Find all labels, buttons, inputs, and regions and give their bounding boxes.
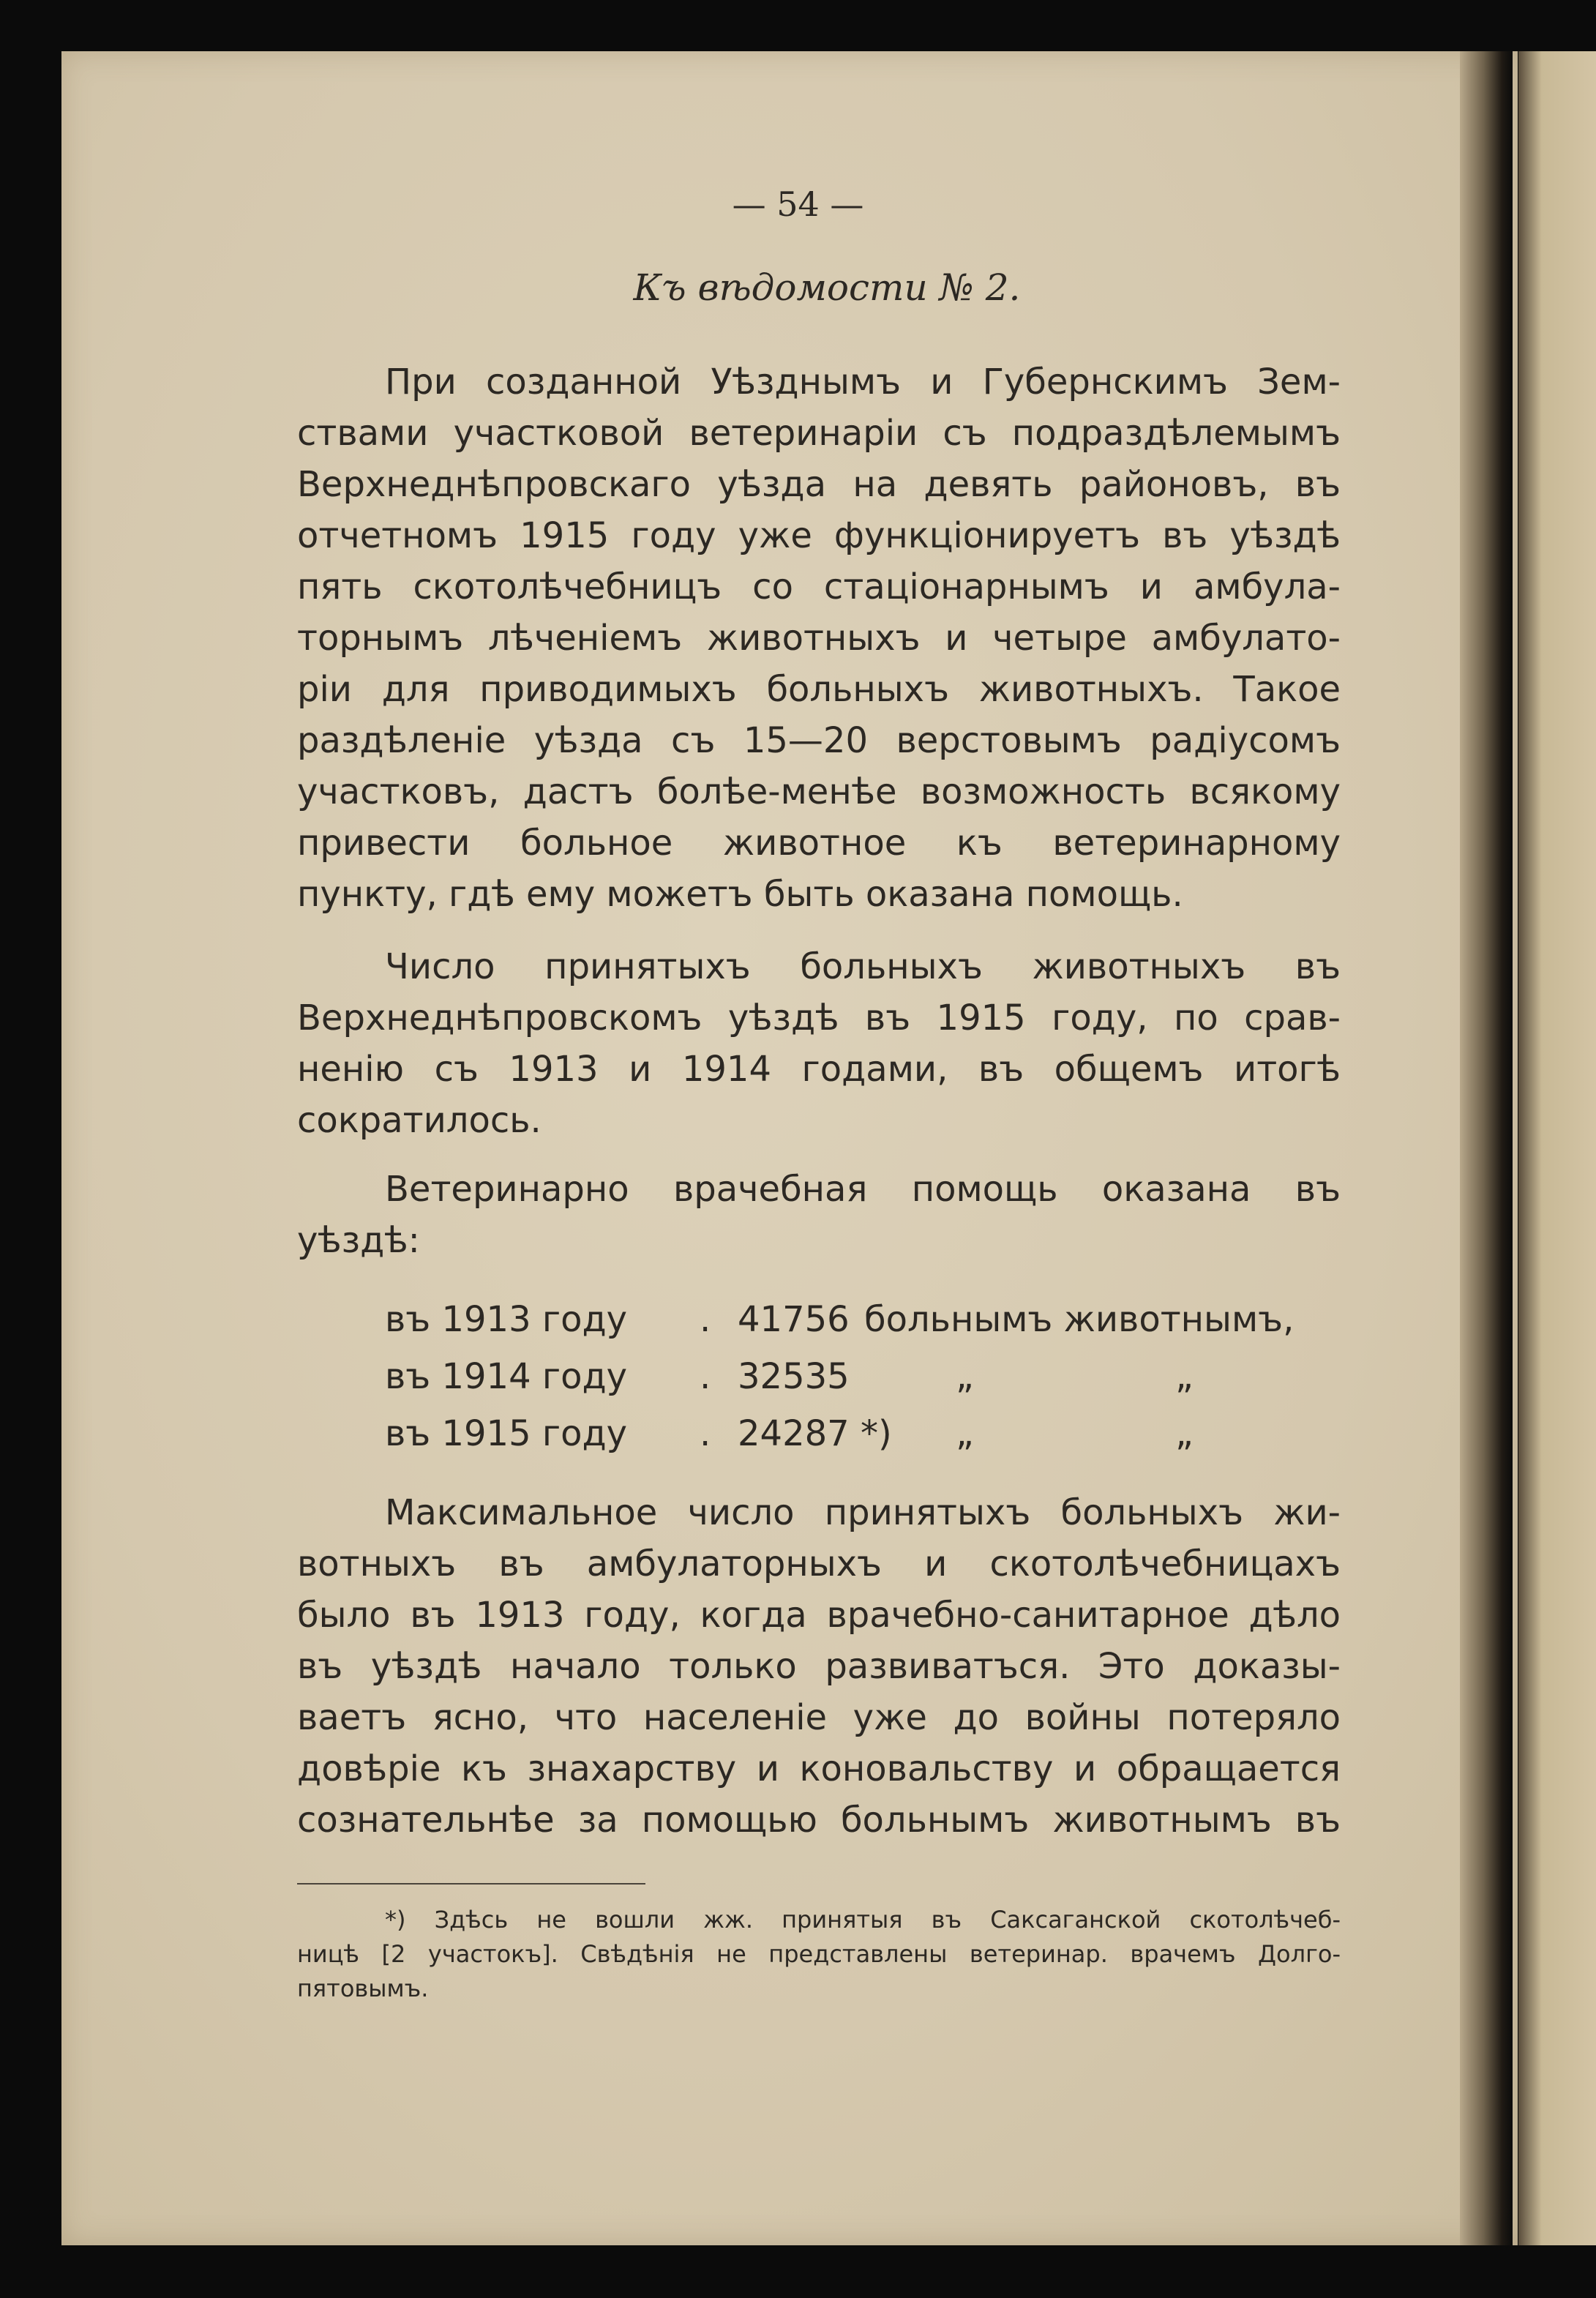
text-line: раздѣленіе уѣзда съ 15—20 верстовымъ радіусомъ xyxy=(297,720,1341,761)
page-number: — 54 — xyxy=(732,184,864,224)
paragraph-4 xyxy=(297,1487,1341,1846)
stats-dot: . xyxy=(700,1356,711,1397)
stats-ditto: „ xyxy=(956,1356,974,1397)
text-line: въ уѣздѣ начало только развиватъся. Это доказы- xyxy=(297,1646,1341,1687)
paragraph-2 xyxy=(297,941,1341,1146)
text-line: Максимальное число принятыхъ больныхъ жи- xyxy=(385,1492,1341,1533)
text-line: было въ 1913 году, когда врачебно-санитарное дѣло xyxy=(297,1595,1341,1636)
text-line: отчетномъ 1915 году уже функціонируетъ въ уѣздѣ xyxy=(297,515,1341,556)
text-line: Число принятыхъ больныхъ животныхъ въ xyxy=(385,946,1341,987)
text-line: участковъ, дастъ болѣе-менѣе возможность всякому xyxy=(297,771,1341,812)
text-line: Ветеринарно врачебная помощь оказана въ xyxy=(385,1169,1341,1210)
footnote xyxy=(297,1903,1341,2006)
text-line: довѣріе къ знахарству и коновальству и обращается xyxy=(297,1748,1341,1789)
stats-dot: . xyxy=(700,1413,711,1454)
text-line: ненію съ 1913 и 1914 годами, въ общемъ итогѣ xyxy=(297,1049,1341,1090)
paragraph-1 xyxy=(297,356,1341,920)
footnote-rule xyxy=(297,1883,645,1885)
paragraph-3 xyxy=(297,1164,1341,1266)
stats-year: въ 1914 году xyxy=(385,1356,628,1397)
book-gutter xyxy=(1460,51,1513,2245)
text-line: ваетъ ясно, что населеніе уже до войны потеряло xyxy=(297,1697,1341,1738)
stats-count: 24287 *) xyxy=(738,1413,892,1454)
section-heading: Къ вѣдомости № 2. xyxy=(633,266,1021,309)
text-line: вотныхъ въ амбулаторныхъ и скотолѣчебницахъ xyxy=(297,1543,1341,1584)
stats-ditto: „ xyxy=(1175,1413,1194,1454)
text-line: уѣздѣ: xyxy=(297,1220,420,1261)
stats-count: 41756 xyxy=(738,1299,850,1340)
facing-page-edge xyxy=(1518,51,1596,2245)
stats-year: въ 1915 году xyxy=(385,1413,628,1454)
stats-year: въ 1913 году xyxy=(385,1299,628,1340)
text-line: пять скотолѣчебницъ со стаціонарнымъ и амбула- xyxy=(297,566,1341,607)
stats-dot: . xyxy=(700,1299,711,1340)
footnote-line: *) Здѣсь не вошли жж. принятыя въ Саксаганской скотолѣчеб- xyxy=(385,1906,1341,1934)
text-line: сознательнѣе за помощью больнымъ животнымъ въ xyxy=(297,1800,1341,1841)
text-line: торнымъ лѣченіемъ животныхъ и четыре амбулато- xyxy=(297,618,1341,659)
text-line: При созданной Уѣзднымъ и Губернскимъ Зем- xyxy=(385,362,1341,403)
text-line: ріи для приводимыхъ больныхъ животныхъ. Такое xyxy=(297,669,1341,710)
text-line: пункту, гдѣ ему можетъ быть оказана помощь. xyxy=(297,874,1183,915)
text-line: Верхнеднѣпровскомъ уѣздѣ въ 1915 году, по срав- xyxy=(297,998,1341,1038)
footnote-line: ницѣ [2 участокъ]. Свѣдѣнія не представлены ветеринар. врачемъ Долго- xyxy=(297,1940,1341,1968)
stats-text: больнымъ животнымъ, xyxy=(864,1299,1295,1340)
stats-ditto: „ xyxy=(1175,1356,1194,1397)
text-line: сократилось. xyxy=(297,1100,542,1141)
text-line: ствами участковой ветеринаріи съ подраздѣлемымъ xyxy=(297,413,1341,454)
text-line: привести больное животное къ ветеринарному xyxy=(297,823,1341,864)
text-line: Верхнеднѣпровскаго уѣзда на девять районовъ, въ xyxy=(297,464,1341,505)
stats-count: 32535 xyxy=(738,1356,850,1397)
footnote-line: пятовымъ. xyxy=(297,1975,429,2002)
stats-ditto: „ xyxy=(956,1413,974,1454)
